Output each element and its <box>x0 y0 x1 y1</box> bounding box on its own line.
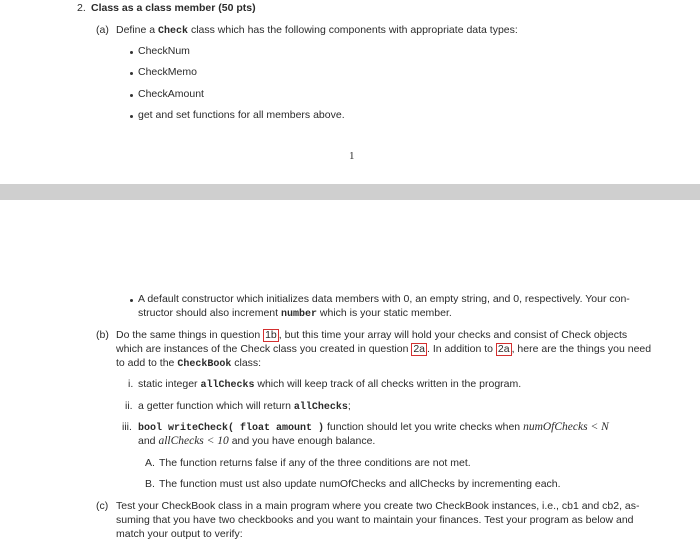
part-b-l3-post: class: <box>231 357 262 369</box>
allchecks-code: allChecks <box>200 380 255 391</box>
item-A-label: A. <box>145 457 155 469</box>
number-code: number <box>280 309 317 320</box>
bullet-icon <box>130 72 133 75</box>
constructor-post: which is your static member. <box>317 307 452 319</box>
part-c-line-1: Test your CheckBook class in a main program where you create two CheckBook instances, i.e., cb1 and cb2, as- <box>116 500 640 512</box>
constructor-line-2 <box>138 307 452 320</box>
writecheck-code: bool writeCheck( float amount ) <box>138 423 325 434</box>
part-b-line-1 <box>116 329 627 342</box>
item-iii-line-2 <box>138 435 375 447</box>
bullet-icon <box>130 94 133 97</box>
page-separator <box>0 184 700 200</box>
item-B-text: The function must ust also update numOfChecks and allChecks by incrementing each. <box>159 478 561 490</box>
item-ii-pre: a getter function which will return <box>138 400 294 412</box>
item-iii-label: iii. <box>122 421 132 433</box>
question-title: Class as a class member (50 pts) <box>91 2 256 14</box>
bullet-icon <box>130 51 133 54</box>
item-i-text <box>138 378 521 391</box>
question-2a-link[interactable]: 2a <box>413 343 426 355</box>
allchecks-getter-code: allChecks <box>293 402 348 413</box>
item-i-pre: static integer <box>138 378 201 390</box>
question-2a-link-2[interactable]: 2a <box>497 343 510 355</box>
item-A-text: The function returns false if any of the three conditions are not met. <box>159 457 471 469</box>
checkbook-code: CheckBook <box>177 359 232 370</box>
part-a-post: class which has the following components with appropriate data types: <box>188 24 518 36</box>
item-iii-l2-post: and you have enough balance. <box>228 435 376 447</box>
item-ii-label: ii. <box>125 400 133 412</box>
check-class-code: Check <box>158 26 189 37</box>
item-ii-text <box>138 400 351 413</box>
list-item-checknum: CheckNum <box>138 45 190 57</box>
part-a-pre: Define a <box>116 24 159 36</box>
allchecks-condition: allChecks < 10 <box>158 435 229 447</box>
part-b-l3-pre: to add to the <box>116 357 178 369</box>
part-a-text <box>116 24 518 37</box>
list-item-checkamount: CheckAmount <box>138 88 204 100</box>
item-iii-l2-pre: and <box>138 435 159 447</box>
constructor-pre: structor should also increment <box>138 307 281 319</box>
item-ii-post: ; <box>347 400 351 412</box>
part-a-label: (a) <box>96 24 109 36</box>
item-B-label: B. <box>145 478 155 490</box>
part-b-l2-mid: . In addition to <box>427 343 496 355</box>
part-c-label: (c) <box>96 500 109 512</box>
part-b-label: (b) <box>96 329 109 341</box>
bullet-icon <box>130 299 133 302</box>
item-i-post: which will keep track of all checks written in the program. <box>254 378 522 390</box>
numofchecks-condition: numOfChecks < N <box>523 421 609 433</box>
list-item-getset: get and set functions for all members above. <box>138 109 345 121</box>
bullet-icon <box>130 115 133 118</box>
part-b-l1-pre: Do the same things in question <box>116 329 264 341</box>
list-item-checkmemo: CheckMemo <box>138 66 197 78</box>
question-1b-link[interactable]: 1b <box>265 329 277 341</box>
part-b-l2-post: , here are the things you need <box>511 343 652 355</box>
part-b-l1-post: , but this time your array will hold your checks and consist of Check objects <box>278 329 628 341</box>
item-iii-line-1 <box>138 421 609 434</box>
part-b-line-2 <box>116 343 651 356</box>
part-b-line-3 <box>116 357 261 370</box>
question-number: 2. <box>77 2 86 14</box>
part-c-line-3: match your output to verify: <box>116 528 243 540</box>
page-number: 1 <box>349 150 355 162</box>
item-iii-text: function should let you write checks when <box>324 421 524 433</box>
item-i-label: i. <box>128 378 134 390</box>
part-c-line-2: suming that you have two checkbooks and you want to maintain your finances. Test your program as below and <box>116 514 634 526</box>
part-b-l2-pre: which are instances of the Check class you created in question <box>116 343 412 355</box>
constructor-line-1: A default constructor which initializes data members with 0, an empty string, and 0, respectively. Your con- <box>138 293 630 305</box>
